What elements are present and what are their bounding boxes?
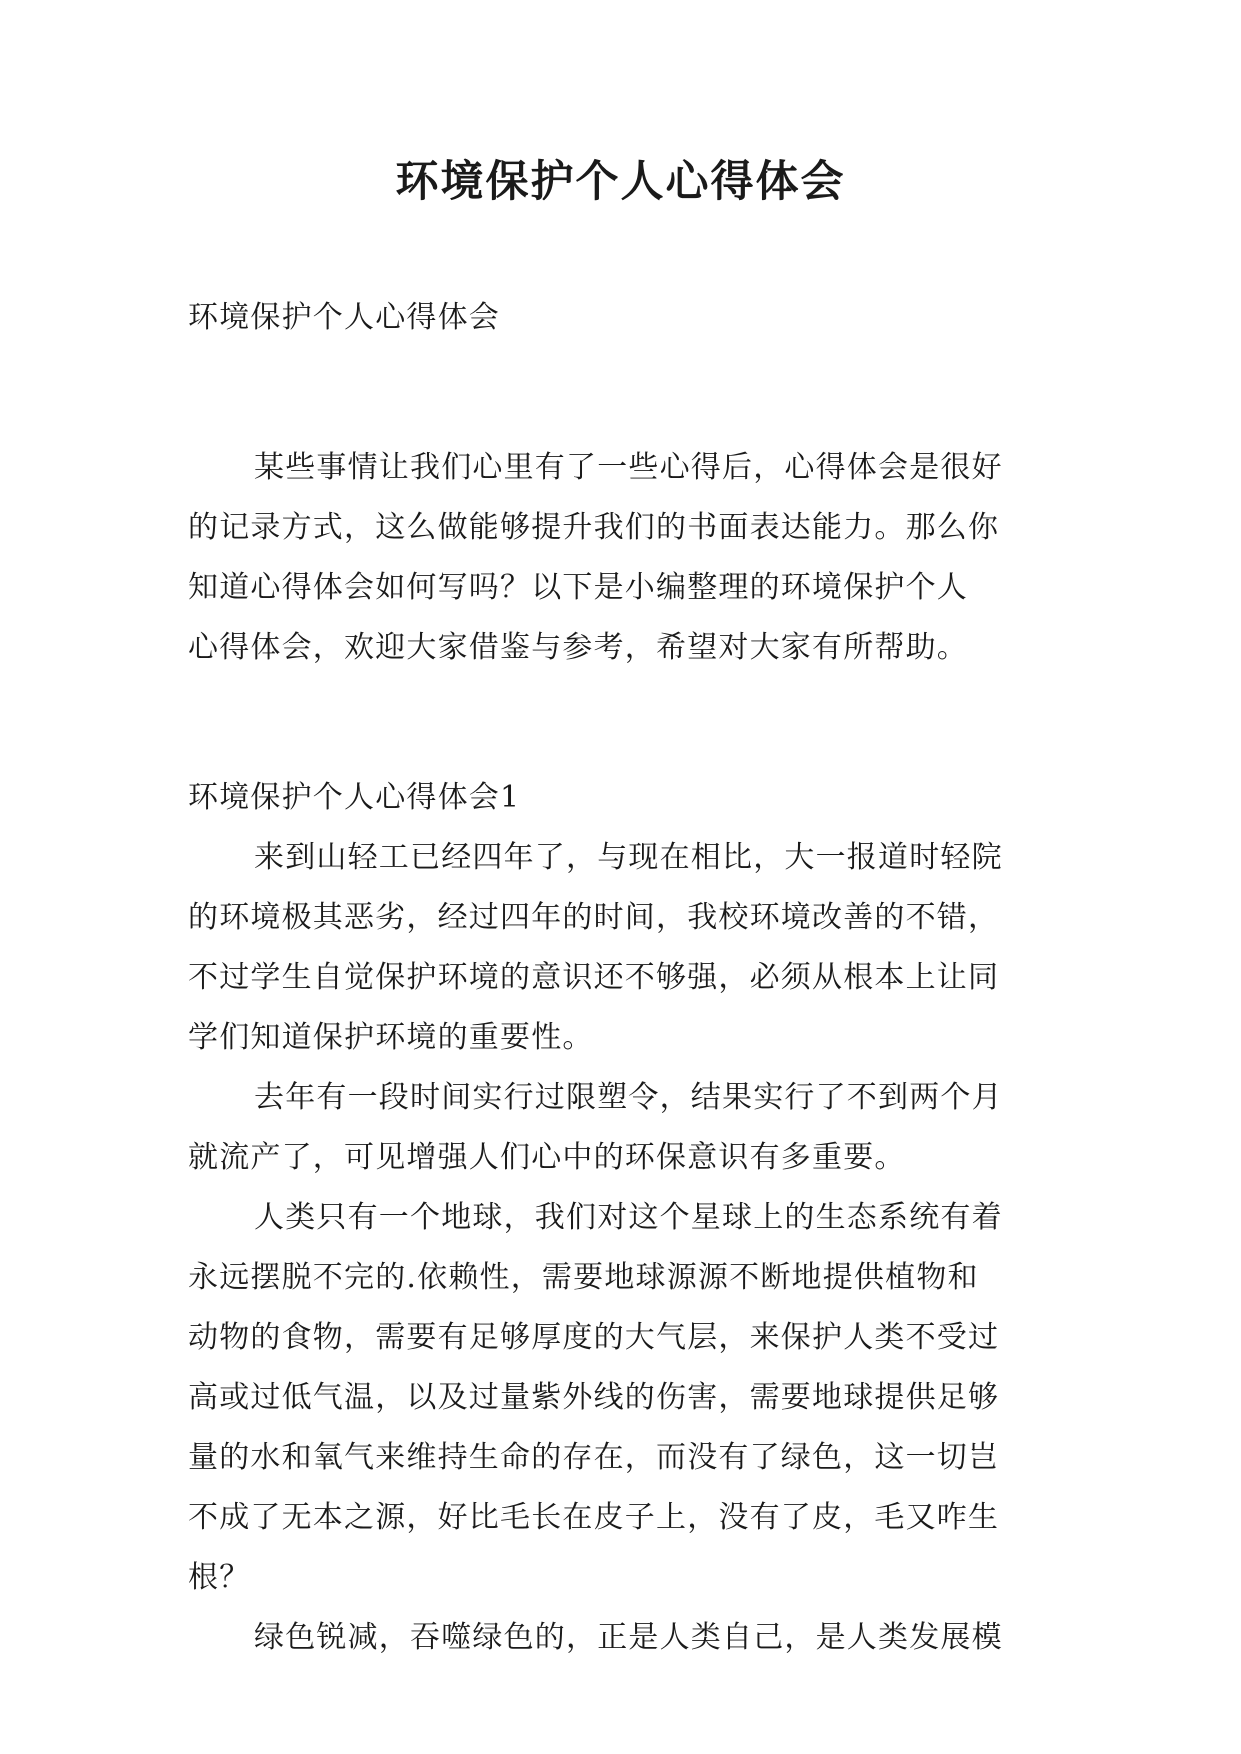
paragraph-line: 根？ bbox=[188, 1560, 251, 1595]
paragraph-line: 心得体会，欢迎大家借鉴与参考，希望对大家有所帮助。 bbox=[188, 630, 968, 665]
intro-paragraph bbox=[188, 438, 1054, 678]
paragraph-line: 不成了无本之源，好比毛长在皮子上，没有了皮，毛又咋生 bbox=[188, 1500, 1000, 1535]
spacer bbox=[188, 678, 1054, 768]
paragraph-line: 来到山轻工已经四年了，与现在相比，大一报道时轻院 bbox=[254, 840, 1003, 875]
paragraph-line: 不过学生自觉保护环境的意识还不够强，必须从根本上让同 bbox=[188, 960, 1000, 995]
paragraph-line: 高或过低气温，以及过量紫外线的伤害，需要地球提供足够 bbox=[188, 1380, 1000, 1415]
paragraph-line: 永远摆脱不完的.依赖性，需要地球源源不断地提供植物和 bbox=[188, 1260, 979, 1295]
paragraph-1 bbox=[188, 828, 1054, 1068]
paragraph-line: 量的水和氧气来维持生命的存在，而没有了绿色，这一切岂 bbox=[188, 1440, 1000, 1475]
document-title: 环境保护个人心得体会 bbox=[395, 157, 846, 207]
paragraph-line: 的环境极其恶劣，经过四年的时间，我校环境改善的不错， bbox=[188, 900, 1000, 935]
paragraph-line: 知道心得体会如何写吗？以下是小编整理的环境保护个人 bbox=[188, 570, 968, 605]
paragraph-line: 绿色锐减，吞噬绿色的，正是人类自己，是人类发展模 bbox=[254, 1620, 1003, 1655]
paragraph-line: 去年有一段时间实行过限塑令，结果实行了不到两个月 bbox=[254, 1080, 1003, 1115]
paragraph-line: 的记录方式，这么做能够提升我们的书面表达能力。那么你 bbox=[188, 510, 1000, 545]
paragraph-line: 某些事情让我们心里有了一些心得后，心得体会是很好 bbox=[254, 450, 1003, 485]
paragraph-line: 人类只有一个地球，我们对这个星球上的生态系统有着 bbox=[254, 1200, 1003, 1235]
document-subtitle: 环境保护个人心得体会 bbox=[188, 300, 500, 335]
paragraph-3 bbox=[188, 1188, 1054, 1608]
paragraph-line: 学们知道保护环境的重要性。 bbox=[188, 1020, 594, 1055]
section-heading: 环境保护个人心得体会1 bbox=[188, 780, 521, 815]
document-body bbox=[188, 288, 1054, 1668]
paragraph-line: 就流产了，可见增强人们心中的环保意识有多重要。 bbox=[188, 1140, 906, 1175]
paragraph-4 bbox=[188, 1608, 1054, 1668]
paragraph-2 bbox=[188, 1068, 1054, 1188]
spacer bbox=[188, 348, 1054, 438]
paragraph-line: 动物的食物，需要有足够厚度的大气层，来保护人类不受过 bbox=[188, 1320, 1000, 1355]
